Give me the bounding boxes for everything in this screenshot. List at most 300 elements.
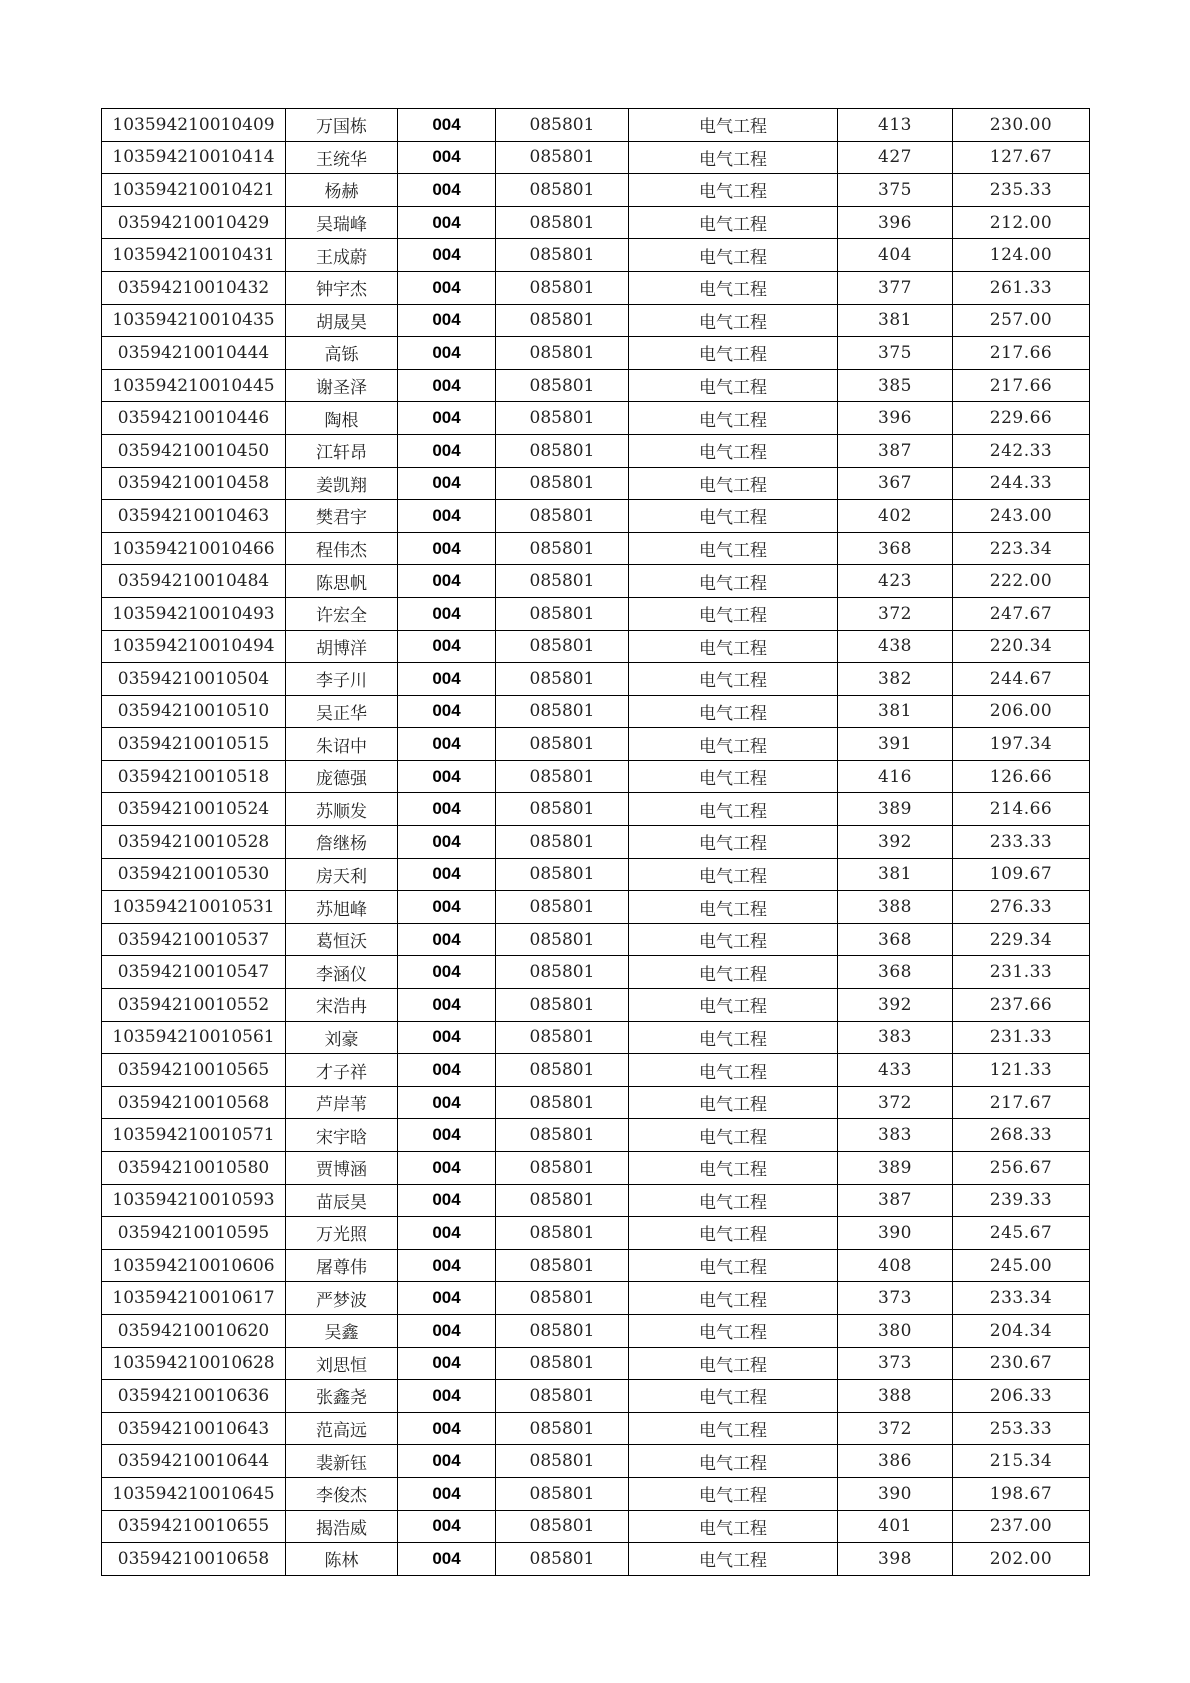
major-code-cell: 085801 — [496, 760, 629, 793]
candidate-name-cell: 姜凯翔 — [286, 467, 398, 500]
initial-total-score-cell: 373 — [838, 1347, 953, 1380]
table-row — [102, 1477, 1090, 1510]
major-code-cell: 085801 — [496, 1543, 629, 1576]
major-code-cell: 085801 — [496, 597, 629, 630]
major-code-cell: 085801 — [496, 858, 629, 891]
major-name-cell: 电气工程 — [629, 1054, 838, 1087]
major-name-cell: 电气工程 — [629, 239, 838, 272]
college-code-cell: 004 — [398, 532, 496, 565]
exam-id-cell: 103594210010593 — [102, 1184, 286, 1217]
initial-total-score-cell: 368 — [838, 532, 953, 565]
initial-total-score-cell: 391 — [838, 728, 953, 761]
initial-total-score-cell: 408 — [838, 1249, 953, 1282]
major-name-cell: 电气工程 — [629, 434, 838, 467]
college-code-cell: 004 — [398, 826, 496, 859]
initial-total-score-cell: 396 — [838, 206, 953, 239]
exam-id-cell: 103594210010531 — [102, 891, 286, 924]
college-code-cell: 004 — [398, 467, 496, 500]
initial-total-score-cell: 401 — [838, 1510, 953, 1543]
major-name-cell: 电气工程 — [629, 1217, 838, 1250]
college-code-cell: 004 — [398, 1543, 496, 1576]
exam-id-cell: 03594210010510 — [102, 695, 286, 728]
candidate-name-cell: 江轩昂 — [286, 434, 398, 467]
candidate-name-cell: 李子川 — [286, 663, 398, 696]
college-code-cell: 004 — [398, 565, 496, 598]
college-code-cell: 004 — [398, 760, 496, 793]
candidate-name-cell: 贾博涵 — [286, 1152, 398, 1185]
major-code-cell: 085801 — [496, 532, 629, 565]
exam-id-cell: 03594210010644 — [102, 1445, 286, 1478]
major-code-cell: 085801 — [496, 989, 629, 1022]
retest-score-cell: 239.33 — [953, 1184, 1090, 1217]
exam-id-cell: 03594210010463 — [102, 500, 286, 533]
table-row — [102, 597, 1090, 630]
initial-total-score-cell: 368 — [838, 956, 953, 989]
major-code-cell: 085801 — [496, 793, 629, 826]
major-name-cell: 电气工程 — [629, 728, 838, 761]
retest-score-cell: 126.66 — [953, 760, 1090, 793]
table-row — [102, 1086, 1090, 1119]
major-code-cell: 085801 — [496, 271, 629, 304]
initial-total-score-cell: 372 — [838, 597, 953, 630]
retest-score-cell: 215.34 — [953, 1445, 1090, 1478]
major-name-cell: 电气工程 — [629, 1445, 838, 1478]
table-row — [102, 1380, 1090, 1413]
major-name-cell: 电气工程 — [629, 1021, 838, 1054]
major-name-cell: 电气工程 — [629, 206, 838, 239]
candidate-name-cell: 王统华 — [286, 141, 398, 174]
table-row — [102, 239, 1090, 272]
table-row — [102, 793, 1090, 826]
major-code-cell: 085801 — [496, 1510, 629, 1543]
retest-score-cell: 217.66 — [953, 369, 1090, 402]
major-code-cell: 085801 — [496, 1119, 629, 1152]
initial-total-score-cell: 388 — [838, 891, 953, 924]
major-name-cell: 电气工程 — [629, 1412, 838, 1445]
exam-id-cell: 103594210010435 — [102, 304, 286, 337]
initial-total-score-cell: 392 — [838, 989, 953, 1022]
retest-score-cell: 109.67 — [953, 858, 1090, 891]
candidate-name-cell: 陶根 — [286, 402, 398, 435]
college-code-cell: 004 — [398, 369, 496, 402]
initial-total-score-cell: 367 — [838, 467, 953, 500]
candidate-name-cell: 陈林 — [286, 1543, 398, 1576]
college-code-cell: 004 — [398, 793, 496, 826]
candidate-name-cell: 屠尊伟 — [286, 1249, 398, 1282]
table-row — [102, 1347, 1090, 1380]
college-code-cell: 004 — [398, 109, 496, 142]
major-name-cell: 电气工程 — [629, 891, 838, 924]
table-row — [102, 760, 1090, 793]
exam-id-cell: 03594210010620 — [102, 1314, 286, 1347]
candidate-name-cell: 高铄 — [286, 337, 398, 370]
initial-total-score-cell: 368 — [838, 923, 953, 956]
retest-score-cell: 231.33 — [953, 1021, 1090, 1054]
retest-score-cell: 217.66 — [953, 337, 1090, 370]
major-code-cell: 085801 — [496, 630, 629, 663]
initial-total-score-cell: 404 — [838, 239, 953, 272]
college-code-cell: 004 — [398, 141, 496, 174]
initial-total-score-cell: 433 — [838, 1054, 953, 1087]
retest-score-cell: 242.33 — [953, 434, 1090, 467]
retest-score-cell: 233.33 — [953, 826, 1090, 859]
table-row — [102, 695, 1090, 728]
major-code-cell: 085801 — [496, 1217, 629, 1250]
exam-id-cell: 03594210010458 — [102, 467, 286, 500]
major-name-cell: 电气工程 — [629, 956, 838, 989]
major-code-cell: 085801 — [496, 434, 629, 467]
major-code-cell: 085801 — [496, 369, 629, 402]
major-name-cell: 电气工程 — [629, 304, 838, 337]
exam-id-cell: 03594210010518 — [102, 760, 286, 793]
retest-score-cell: 206.33 — [953, 1380, 1090, 1413]
table-row — [102, 826, 1090, 859]
college-code-cell: 004 — [398, 663, 496, 696]
exam-id-cell: 03594210010432 — [102, 271, 286, 304]
table-row — [102, 1249, 1090, 1282]
table-row — [102, 532, 1090, 565]
initial-total-score-cell: 382 — [838, 663, 953, 696]
major-name-cell: 电气工程 — [629, 760, 838, 793]
major-name-cell: 电气工程 — [629, 141, 838, 174]
college-code-cell: 004 — [398, 630, 496, 663]
table-row — [102, 728, 1090, 761]
major-name-cell: 电气工程 — [629, 1380, 838, 1413]
major-name-cell: 电气工程 — [629, 109, 838, 142]
table-row — [102, 989, 1090, 1022]
exam-id-cell: 03594210010530 — [102, 858, 286, 891]
exam-id-cell: 03594210010580 — [102, 1152, 286, 1185]
major-name-cell: 电气工程 — [629, 337, 838, 370]
table-row — [102, 206, 1090, 239]
retest-score-cell: 220.34 — [953, 630, 1090, 663]
initial-total-score-cell: 373 — [838, 1282, 953, 1315]
major-code-cell: 085801 — [496, 402, 629, 435]
initial-total-score-cell: 372 — [838, 1086, 953, 1119]
exam-id-cell: 103594210010494 — [102, 630, 286, 663]
initial-total-score-cell: 377 — [838, 271, 953, 304]
table-row — [102, 109, 1090, 142]
exam-id-cell: 03594210010552 — [102, 989, 286, 1022]
table-row — [102, 1217, 1090, 1250]
major-code-cell: 085801 — [496, 109, 629, 142]
retest-score-cell: 245.67 — [953, 1217, 1090, 1250]
candidate-name-cell: 严梦波 — [286, 1282, 398, 1315]
initial-total-score-cell: 402 — [838, 500, 953, 533]
major-code-cell: 085801 — [496, 239, 629, 272]
table-row — [102, 858, 1090, 891]
table-row — [102, 1543, 1090, 1576]
table-row — [102, 434, 1090, 467]
major-name-cell: 电气工程 — [629, 1282, 838, 1315]
exam-id-cell: 03594210010537 — [102, 923, 286, 956]
major-code-cell: 085801 — [496, 1477, 629, 1510]
initial-total-score-cell: 381 — [838, 695, 953, 728]
college-code-cell: 004 — [398, 1152, 496, 1185]
candidate-name-cell: 杨赫 — [286, 174, 398, 207]
initial-total-score-cell: 380 — [838, 1314, 953, 1347]
exam-id-cell: 03594210010446 — [102, 402, 286, 435]
table-row — [102, 630, 1090, 663]
retest-score-cell: 127.67 — [953, 141, 1090, 174]
retest-score-cell: 268.33 — [953, 1119, 1090, 1152]
initial-total-score-cell: 375 — [838, 174, 953, 207]
major-name-cell: 电气工程 — [629, 467, 838, 500]
college-code-cell: 004 — [398, 1314, 496, 1347]
retest-score-cell: 124.00 — [953, 239, 1090, 272]
table-row — [102, 1510, 1090, 1543]
retest-score-cell: 253.33 — [953, 1412, 1090, 1445]
table-row — [102, 1119, 1090, 1152]
college-code-cell: 004 — [398, 1445, 496, 1478]
exam-id-cell: 103594210010493 — [102, 597, 286, 630]
major-name-cell: 电气工程 — [629, 1249, 838, 1282]
initial-total-score-cell: 438 — [838, 630, 953, 663]
major-name-cell: 电气工程 — [629, 630, 838, 663]
major-name-cell: 电气工程 — [629, 532, 838, 565]
initial-total-score-cell: 416 — [838, 760, 953, 793]
college-code-cell: 004 — [398, 1021, 496, 1054]
exam-id-cell: 103594210010431 — [102, 239, 286, 272]
retest-score-cell: 256.67 — [953, 1152, 1090, 1185]
retest-score-cell: 233.34 — [953, 1282, 1090, 1315]
exam-id-cell: 03594210010524 — [102, 793, 286, 826]
candidate-name-cell: 苏旭峰 — [286, 891, 398, 924]
retest-score-cell: 198.67 — [953, 1477, 1090, 1510]
major-name-cell: 电气工程 — [629, 1543, 838, 1576]
major-code-cell: 085801 — [496, 1380, 629, 1413]
retest-score-cell: 235.33 — [953, 174, 1090, 207]
major-name-cell: 电气工程 — [629, 369, 838, 402]
initial-total-score-cell: 381 — [838, 304, 953, 337]
initial-total-score-cell: 388 — [838, 1380, 953, 1413]
major-name-cell: 电气工程 — [629, 565, 838, 598]
college-code-cell: 004 — [398, 858, 496, 891]
exam-id-cell: 103594210010606 — [102, 1249, 286, 1282]
candidate-name-cell: 宋浩冉 — [286, 989, 398, 1022]
college-code-cell: 004 — [398, 206, 496, 239]
table-row — [102, 141, 1090, 174]
candidate-name-cell: 庞德强 — [286, 760, 398, 793]
major-code-cell: 085801 — [496, 565, 629, 598]
college-code-cell: 004 — [398, 337, 496, 370]
candidate-name-cell: 揭浩威 — [286, 1510, 398, 1543]
exam-id-cell: 03594210010528 — [102, 826, 286, 859]
major-code-cell: 085801 — [496, 1347, 629, 1380]
major-name-cell: 电气工程 — [629, 1477, 838, 1510]
college-code-cell: 004 — [398, 1184, 496, 1217]
initial-total-score-cell: 390 — [838, 1217, 953, 1250]
table-row — [102, 1021, 1090, 1054]
college-code-cell: 004 — [398, 956, 496, 989]
major-code-cell: 085801 — [496, 956, 629, 989]
table-row — [102, 891, 1090, 924]
initial-total-score-cell: 398 — [838, 1543, 953, 1576]
major-name-cell: 电气工程 — [629, 500, 838, 533]
retest-score-cell: 229.34 — [953, 923, 1090, 956]
retest-score-cell: 204.34 — [953, 1314, 1090, 1347]
major-code-cell: 085801 — [496, 728, 629, 761]
initial-total-score-cell: 381 — [838, 858, 953, 891]
major-code-cell: 085801 — [496, 1086, 629, 1119]
retest-score-cell: 222.00 — [953, 565, 1090, 598]
initial-total-score-cell: 413 — [838, 109, 953, 142]
candidate-name-cell: 胡晟昊 — [286, 304, 398, 337]
candidate-name-cell: 宋宇晗 — [286, 1119, 398, 1152]
table-row — [102, 271, 1090, 304]
candidate-name-cell: 苏顺发 — [286, 793, 398, 826]
initial-total-score-cell: 383 — [838, 1021, 953, 1054]
major-code-cell: 085801 — [496, 1249, 629, 1282]
college-code-cell: 004 — [398, 1054, 496, 1087]
candidate-name-cell: 钟宇杰 — [286, 271, 398, 304]
retest-score-cell: 121.33 — [953, 1054, 1090, 1087]
retest-score-cell: 217.67 — [953, 1086, 1090, 1119]
college-code-cell: 004 — [398, 891, 496, 924]
exam-id-cell: 103594210010445 — [102, 369, 286, 402]
retest-score-cell: 202.00 — [953, 1543, 1090, 1576]
exam-id-cell: 03594210010636 — [102, 1380, 286, 1413]
table-row — [102, 1054, 1090, 1087]
major-name-cell: 电气工程 — [629, 174, 838, 207]
candidate-name-cell: 樊君宇 — [286, 500, 398, 533]
initial-total-score-cell: 423 — [838, 565, 953, 598]
exam-id-cell: 03594210010484 — [102, 565, 286, 598]
exam-id-cell: 03594210010565 — [102, 1054, 286, 1087]
major-name-cell: 电气工程 — [629, 597, 838, 630]
major-code-cell: 085801 — [496, 174, 629, 207]
college-code-cell: 004 — [398, 434, 496, 467]
table-row — [102, 1282, 1090, 1315]
college-code-cell: 004 — [398, 500, 496, 533]
exam-id-cell: 103594210010617 — [102, 1282, 286, 1315]
retest-score-cell: 257.00 — [953, 304, 1090, 337]
major-code-cell: 085801 — [496, 663, 629, 696]
college-code-cell: 004 — [398, 1086, 496, 1119]
major-code-cell: 085801 — [496, 304, 629, 337]
exam-id-cell: 103594210010421 — [102, 174, 286, 207]
retest-score-cell: 214.66 — [953, 793, 1090, 826]
retest-score-cell: 244.67 — [953, 663, 1090, 696]
college-code-cell: 004 — [398, 728, 496, 761]
exam-id-cell: 103594210010571 — [102, 1119, 286, 1152]
exam-id-cell: 103594210010414 — [102, 141, 286, 174]
table-row — [102, 500, 1090, 533]
candidate-name-cell: 王成蔚 — [286, 239, 398, 272]
major-name-cell: 电气工程 — [629, 663, 838, 696]
initial-total-score-cell: 427 — [838, 141, 953, 174]
exam-id-cell: 103594210010628 — [102, 1347, 286, 1380]
major-name-cell: 电气工程 — [629, 1510, 838, 1543]
table-row — [102, 1184, 1090, 1217]
exam-id-cell: 03594210010450 — [102, 434, 286, 467]
retest-score-cell: 247.67 — [953, 597, 1090, 630]
major-name-cell: 电气工程 — [629, 1314, 838, 1347]
candidate-name-cell: 葛恒沃 — [286, 923, 398, 956]
retest-score-cell: 212.00 — [953, 206, 1090, 239]
retest-score-cell: 243.00 — [953, 500, 1090, 533]
college-code-cell: 004 — [398, 271, 496, 304]
initial-total-score-cell: 389 — [838, 1152, 953, 1185]
table-row — [102, 174, 1090, 207]
retest-score-cell: 237.00 — [953, 1510, 1090, 1543]
retest-score-cell: 244.33 — [953, 467, 1090, 500]
college-code-cell: 004 — [398, 304, 496, 337]
initial-total-score-cell: 387 — [838, 434, 953, 467]
major-code-cell: 085801 — [496, 826, 629, 859]
retest-score-cell: 230.67 — [953, 1347, 1090, 1380]
major-code-cell: 085801 — [496, 695, 629, 728]
initial-total-score-cell: 392 — [838, 826, 953, 859]
major-name-cell: 电气工程 — [629, 1347, 838, 1380]
major-name-cell: 电气工程 — [629, 989, 838, 1022]
major-name-cell: 电气工程 — [629, 923, 838, 956]
candidate-name-cell: 房天利 — [286, 858, 398, 891]
candidate-name-cell: 李俊杰 — [286, 1477, 398, 1510]
retest-score-cell: 261.33 — [953, 271, 1090, 304]
candidate-name-cell: 吴正华 — [286, 695, 398, 728]
initial-total-score-cell: 389 — [838, 793, 953, 826]
major-code-cell: 085801 — [496, 1314, 629, 1347]
candidate-name-cell: 万光照 — [286, 1217, 398, 1250]
candidate-name-cell: 程伟杰 — [286, 532, 398, 565]
college-code-cell: 004 — [398, 402, 496, 435]
retest-score-cell: 245.00 — [953, 1249, 1090, 1282]
candidate-name-cell: 朱诏中 — [286, 728, 398, 761]
college-code-cell: 004 — [398, 1477, 496, 1510]
exam-id-cell: 103594210010466 — [102, 532, 286, 565]
major-code-cell: 085801 — [496, 923, 629, 956]
candidate-name-cell: 吴瑞峰 — [286, 206, 398, 239]
major-code-cell: 085801 — [496, 1184, 629, 1217]
table-row — [102, 337, 1090, 370]
exam-id-cell: 103594210010645 — [102, 1477, 286, 1510]
exam-id-cell: 03594210010429 — [102, 206, 286, 239]
table-row — [102, 565, 1090, 598]
candidate-name-cell: 詹继杨 — [286, 826, 398, 859]
candidate-name-cell: 万国栋 — [286, 109, 398, 142]
table-row — [102, 663, 1090, 696]
college-code-cell: 004 — [398, 1119, 496, 1152]
exam-id-cell: 03594210010658 — [102, 1543, 286, 1576]
college-code-cell: 004 — [398, 174, 496, 207]
table-row — [102, 304, 1090, 337]
retest-score-cell: 206.00 — [953, 695, 1090, 728]
major-code-cell: 085801 — [496, 1412, 629, 1445]
college-code-cell: 004 — [398, 1347, 496, 1380]
retest-score-cell: 276.33 — [953, 891, 1090, 924]
college-code-cell: 004 — [398, 1282, 496, 1315]
college-code-cell: 004 — [398, 1217, 496, 1250]
initial-total-score-cell: 387 — [838, 1184, 953, 1217]
retest-score-cell: 197.34 — [953, 728, 1090, 761]
initial-total-score-cell: 386 — [838, 1445, 953, 1478]
college-code-cell: 004 — [398, 1380, 496, 1413]
retest-score-cell: 229.66 — [953, 402, 1090, 435]
candidate-name-cell: 裴新钰 — [286, 1445, 398, 1478]
college-code-cell: 004 — [398, 1412, 496, 1445]
college-code-cell: 004 — [398, 923, 496, 956]
major-name-cell: 电气工程 — [629, 1152, 838, 1185]
retest-score-cell: 230.00 — [953, 109, 1090, 142]
candidate-name-cell: 许宏全 — [286, 597, 398, 630]
candidate-name-cell: 吴鑫 — [286, 1314, 398, 1347]
college-code-cell: 004 — [398, 1249, 496, 1282]
college-code-cell: 004 — [398, 239, 496, 272]
exam-id-cell: 03594210010568 — [102, 1086, 286, 1119]
table-row — [102, 1152, 1090, 1185]
major-name-cell: 电气工程 — [629, 402, 838, 435]
